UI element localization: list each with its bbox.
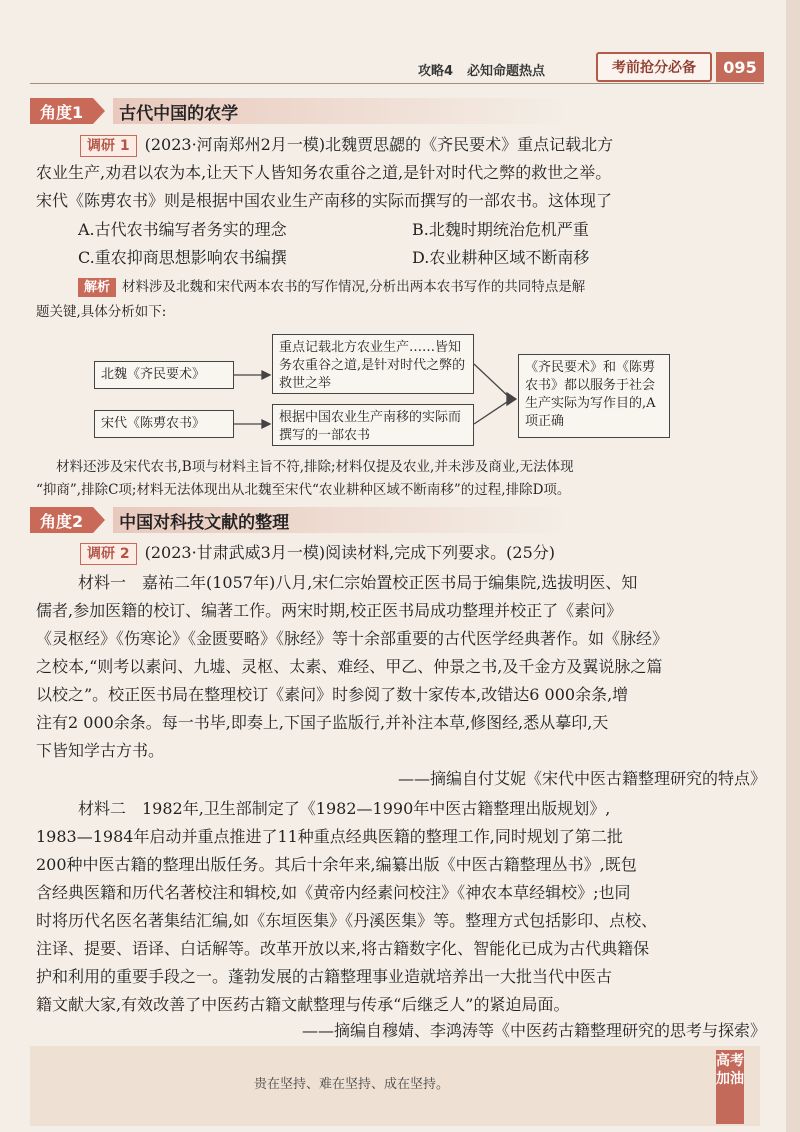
material2-line1: 材料二 1982年,卫生部制定了《1982—1990年中医古籍整理出版规划》, [78, 799, 611, 818]
footer-motto: 贵在坚持、难在坚持、成在坚持。 [254, 1077, 450, 1092]
header-section: 攻略4 [418, 64, 454, 79]
header-topic: 必知命题热点 [467, 64, 546, 79]
material2-line6: 注译、提要、语译、白话解等。改革开放以来,将古籍数字化、智能化已成为古代典籍保 [36, 939, 650, 958]
research-tag-1: 调研 1 [80, 135, 137, 157]
material1-line1: 材料一 嘉祐二年(1057年)八月,宋仁宗始置校正医书局于编集院,选拔明医、知 [78, 573, 638, 592]
diagram-box-result: 《齐民要术》和《陈旉农书》都以服务于社会生产实际为写作目的,A项正确 [518, 354, 670, 438]
analysis-line2: 题关键,具体分析如下: [36, 304, 167, 320]
research-tag-2: 调研 2 [80, 543, 137, 565]
material1-line3: 《灵枢经》《伤寒论》《金匮要略》《脉经》等十余部重要的古代医学经典著作。如《脉经》 [36, 629, 669, 648]
option-b: B.北魏时期统治危机严重 [412, 220, 589, 239]
material2-line2: 1983—1984年启动并重点推进了11种重点经典医籍的整理工作,同时规划了第二批 [36, 827, 623, 846]
material2-line5: 时将历代名医名著集结汇编,如《东垣医集》《丹溪医集》等。整理方式包括影印、点校、 [36, 911, 658, 930]
header-badge: 考前抢分必备 [596, 52, 712, 82]
material2-line3: 200种中医古籍的整理出版任务。其后十余年来,编纂出版《中医古籍整理丛书》,既包 [36, 855, 637, 874]
conclusion-line2: “抑商”,排除C项;材料无法体现出从北魏至宋代“农业耕种区域不断南移”的过程,排除D项。 [36, 482, 571, 498]
diagram-box-beiwei: 北魏《齐民要术》 [94, 361, 234, 389]
material1-line7: 下皆知学古方书。 [36, 741, 165, 760]
material1-line4: 之校本,“则考以素问、九墟、灵枢、太素、难经、甲乙、仲景之书,及千金方及翼说脉之篇 [36, 657, 663, 676]
option-d: D.农业耕种区域不断南移 [412, 248, 590, 267]
material2-line7: 护和利用的重要手段之一。蓬勃发展的古籍整理事业造就培养出一大批当代中医古 [36, 967, 613, 986]
page-number: 095 [716, 52, 764, 82]
angle2-title: 中国对科技文献的整理 [113, 507, 570, 533]
diagram-box-mid1: 重点记载北方农业生产……皆知务农重谷之道,是针对时代之弊的救世之举 [272, 334, 474, 394]
material1-source: ——摘编自付艾妮《宋代中医古籍整理研究的特点》 [397, 769, 766, 788]
angle2-banner [30, 507, 570, 533]
material1-line5: 以校之”。校正医书局在整理校订《素问》时参阅了数十家传本,改错达6 000余条,增 [36, 685, 629, 704]
angle1-stem-line3: 宋代《陈旉农书》则是根据中国农业生产南移的实际而撰写的一部农书。这体现了 [36, 191, 613, 210]
angle1-stem-line2: 农业生产,劝君以农为本,让天下人皆知务农重谷之道,是针对时代之弊的救世之举。 [36, 163, 612, 182]
option-a: A.古代农书编写者务实的理念 [78, 220, 287, 239]
material1-line2: 儒者,参加医籍的校订、编著工作。两宋时期,校正医书局成功整理并校正了《素问》 [36, 601, 623, 620]
analysis-text-1: 材料涉及北魏和宋代两本农书的写作情况,分析出两本农书写作的共同特点是解 [122, 279, 586, 295]
side-tag: 高考加油 [716, 1050, 744, 1124]
stem-text-1: (2023·河南郑州2月一模)北魏贾思勰的《齐民要术》重点记载北方 [144, 135, 614, 154]
angle2-arrow-icon [93, 507, 105, 533]
angle2-stem [80, 539, 760, 567]
material2-source: ——摘编自穆婧、李鸿涛等《中医药古籍整理研究的思考与探索》 [301, 1021, 766, 1040]
angle1-tag: 角度1 [30, 98, 93, 124]
angle1-title: 古代中国的农学 [113, 98, 570, 124]
material2-line4: 含经典医籍和历代名著校注和辑校,如《黄帝内经素问校注》《神农本草经辑校》;也同 [36, 883, 631, 902]
diagram-box-song: 宋代《陈旉农书》 [94, 410, 234, 438]
material1-line6: 注有2 000余条。每一书毕,即奏上,下国子监版行,并补注本草,修图经,悉从摹印,天 [36, 713, 609, 732]
material2-line8: 籍文献大家,有效改善了中医药古籍文献整理与传承“后继乏人”的紧迫局面。 [36, 995, 570, 1014]
angle2-tag: 角度2 [30, 507, 93, 533]
diagram-box-mid2: 根据中国农业生产南移的实际而撰写的一部农书 [272, 404, 474, 446]
angle2-stem-text: (2023·甘肃武威3月一模)阅读材料,完成下列要求。(25分) [144, 543, 556, 562]
conclusion-line1: 材料还涉及宋代农书,B项与材料主旨不符,排除;材料仅提及农业,并未涉及商业,无法体现 [56, 459, 574, 475]
analysis-tag: 解析 [78, 278, 116, 297]
option-c: C.重农抑商思想影响农书编撰 [78, 248, 287, 267]
